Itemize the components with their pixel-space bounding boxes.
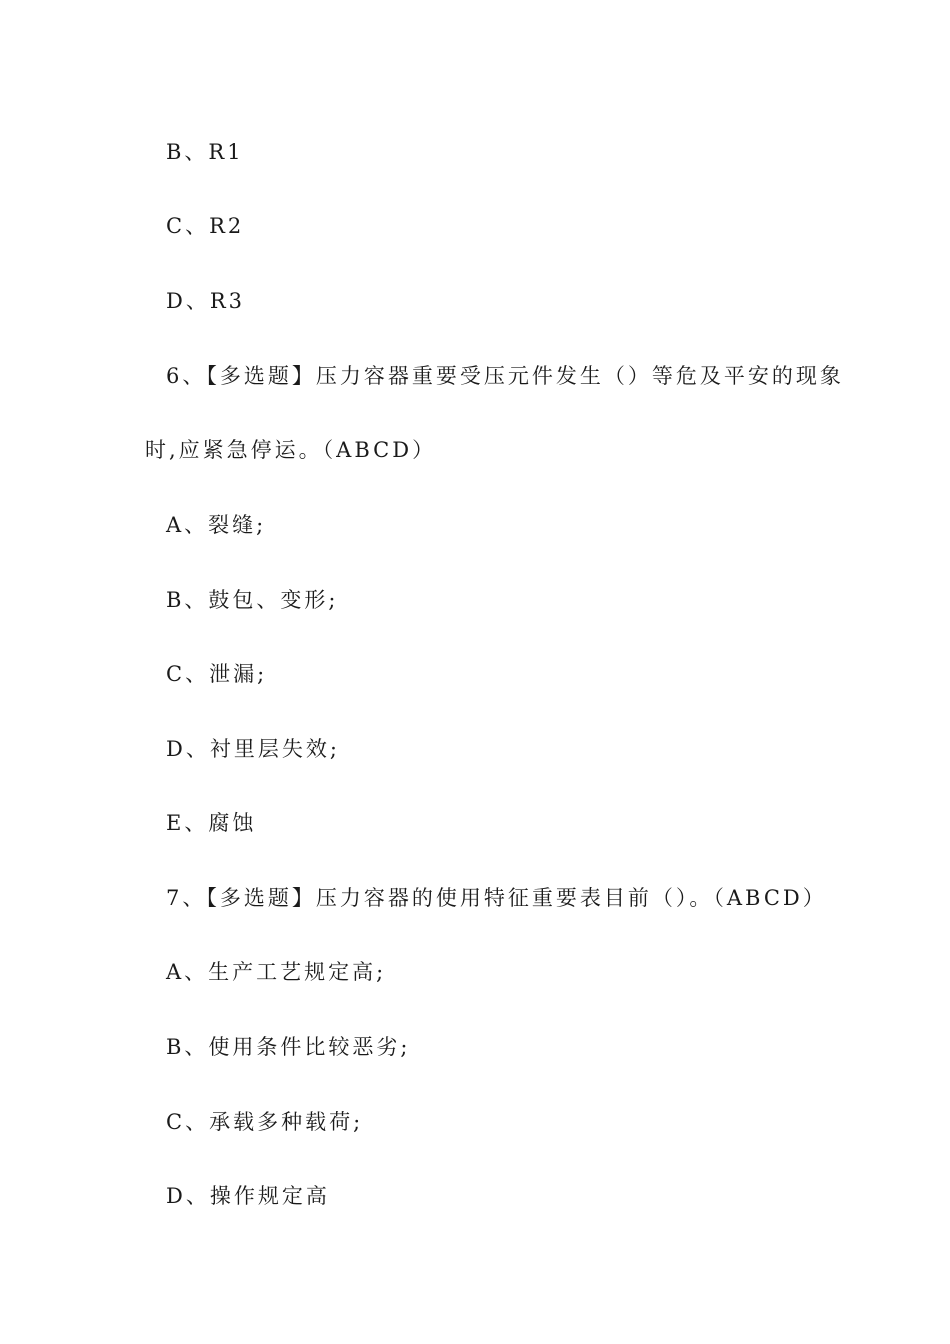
question-7-option-b: B、使用条件比较恶劣; xyxy=(166,1035,411,1059)
question-7-option-c: C、承载多种载荷; xyxy=(166,1110,364,1134)
question-6-option-a: A、裂缝; xyxy=(166,513,267,537)
option-d-r3: D、R3 xyxy=(166,289,246,313)
question-7-option-a: A、生产工艺规定高; xyxy=(166,960,387,984)
question-7-option-d: D、操作规定高 xyxy=(166,1184,330,1208)
question-6-text: 6、【多选题】压力容器重要受压元件发生（）等危及平安的现象 xyxy=(166,364,844,388)
question-6-option-d: D、衬里层失效; xyxy=(166,737,340,761)
question-6-option-c: C、泄漏; xyxy=(166,662,268,686)
option-c-r2: C、R2 xyxy=(166,214,245,238)
question-6-continuation: 时,应紧急停运。（ABCD） xyxy=(145,438,437,462)
question-6-option-b: B、鼓包、变形; xyxy=(166,588,339,612)
question-7-text: 7、【多选题】压力容器的使用特征重要表目前（）。（ABCD） xyxy=(166,886,827,910)
option-b-r1: B、R1 xyxy=(166,140,244,164)
question-6-option-e: E、腐蚀 xyxy=(166,811,257,835)
